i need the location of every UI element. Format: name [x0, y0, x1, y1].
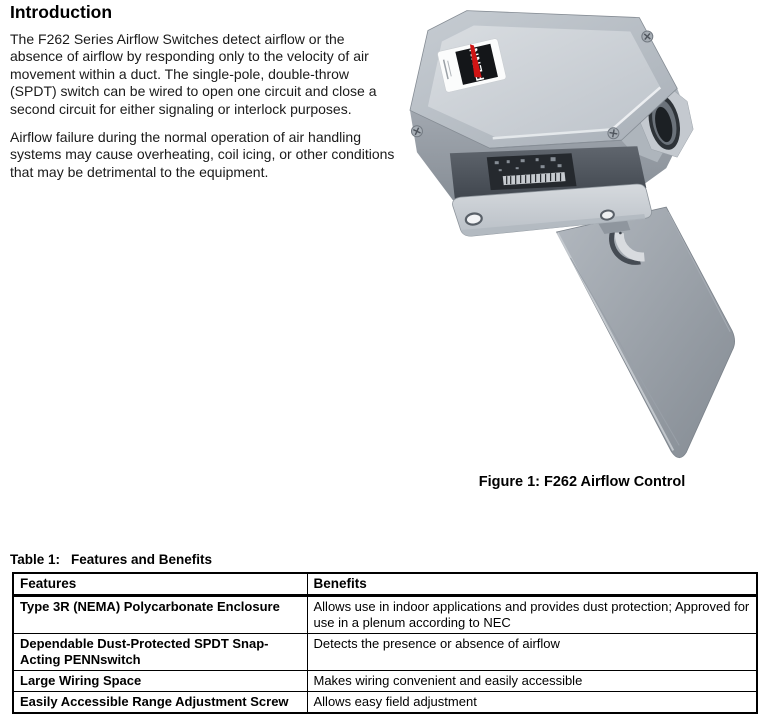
intro-paragraph-1: The F262 Series Airflow Switches detect airflow or the absence of airflow by responding only to the velocity of air movement within a duct. The single-pole, double-throw (SPDT) switch can be wired to open one circuit and close a second circuit for either signaling or interlock purposes.: [10, 31, 377, 117]
column-header-benefits: Benefits: [307, 573, 757, 596]
table-header-row: [13, 573, 757, 596]
table-row: [13, 596, 757, 634]
introduction-section: [10, 2, 398, 181]
benefit-cell: Allows easy field adjustment: [307, 692, 757, 714]
intro-paragraph-2: Airflow failure during the normal operation of air handling systems may cause overheating, coil icing, or other conditions that may be detrimental to the equipment.: [10, 129, 395, 180]
table-caption-label: Table 1:: [10, 552, 61, 567]
screw-icon: [608, 128, 619, 139]
paddle-vane: [557, 207, 735, 458]
figure-1: [395, 0, 769, 470]
feature-cell: Large Wiring Space: [13, 671, 307, 692]
benefit-cell: Allows use in indoor applications and provides dust protection; Approved for use in a plenum according to NEC: [307, 596, 757, 634]
feature-cell: Dependable Dust-Protected SPDT Snap-Acting PENNswitch: [13, 634, 307, 671]
screw-icon: [411, 126, 422, 137]
feature-cell: Easily Accessible Range Adjustment Screw: [13, 692, 307, 714]
page-title: Introduction: [10, 2, 113, 22]
column-header-features: Features: [13, 573, 307, 596]
features-benefits-table: [12, 572, 758, 714]
table-row: [13, 634, 757, 671]
table-caption-title: Features and Benefits: [71, 552, 213, 567]
table-row: [13, 671, 757, 692]
figure-caption: Figure 1: F262 Airflow Control: [478, 474, 686, 490]
device-illustration: [395, 0, 769, 470]
benefit-cell: Detects the presence or absence of airflow: [307, 634, 757, 671]
benefit-cell: Makes wiring convenient and easily accessible: [307, 671, 757, 692]
screw-icon: [642, 31, 653, 42]
table-row: [13, 692, 757, 714]
table-caption: [10, 552, 212, 567]
certification-label: [487, 153, 577, 190]
feature-cell: Type 3R (NEMA) Polycarbonate Enclosure: [13, 596, 307, 634]
